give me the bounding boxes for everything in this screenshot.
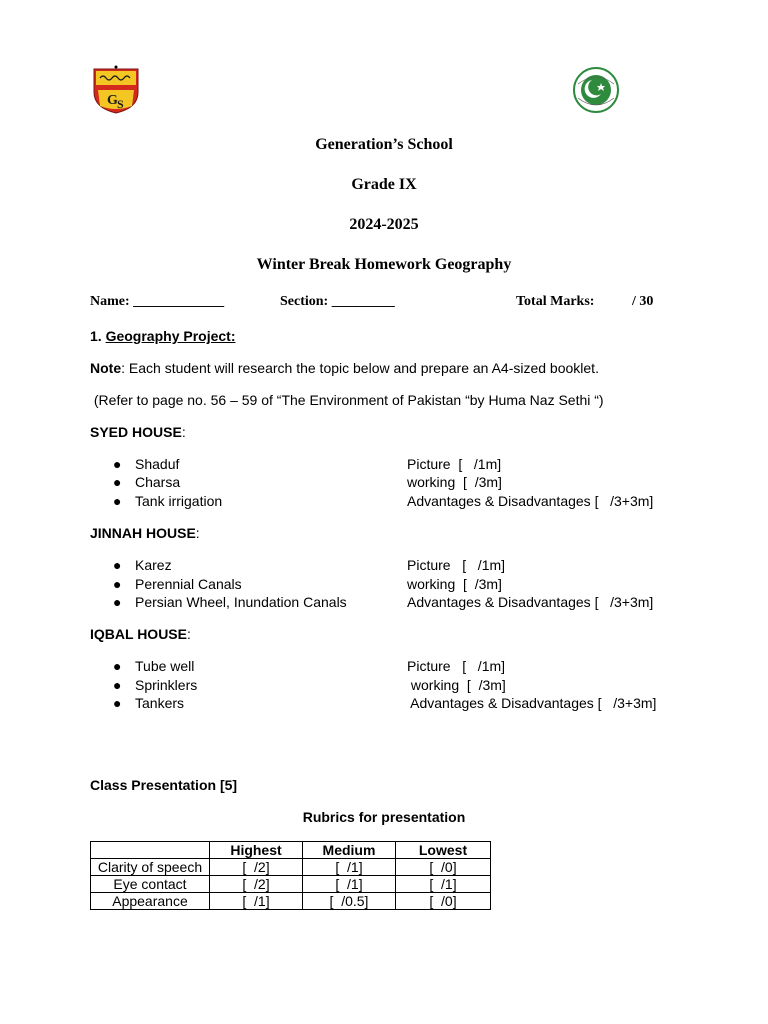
note-line: [90, 360, 599, 376]
bullet-icon: ●: [113, 557, 122, 573]
table-row: [91, 893, 491, 910]
house-name: SYED HOUSE: [90, 424, 182, 440]
column-header: Medium: [303, 842, 396, 859]
presentation-heading: Class Presentation [5]: [90, 777, 238, 793]
table-cell: Clarity of speech: [91, 859, 210, 876]
house-colon: :: [186, 626, 191, 642]
table-cell: Appearance: [91, 893, 210, 910]
house-heading-syed: [90, 424, 186, 440]
project-heading: [90, 328, 236, 344]
task-label: Picture [ /1m]: [407, 456, 502, 472]
house-name: JINNAH HOUSE: [90, 525, 196, 541]
table-cell: [ /1]: [210, 893, 303, 910]
project-heading-text: Geography Project:: [105, 328, 236, 344]
name-field: Name: _____________: [90, 294, 225, 309]
table-cell: [ /1]: [303, 876, 396, 893]
task-label: Advantages & Disadvantages [ /3+3m]: [407, 493, 654, 509]
task-label: Advantages & Disadvantages [ /3+3m]: [407, 594, 654, 610]
topic-label: Perennial Canals: [135, 576, 242, 592]
school-crest-logo: [92, 64, 140, 114]
topic-label: Shaduf: [135, 456, 180, 472]
topic-label: Charsa: [135, 474, 181, 490]
total-marks-label: Total Marks:: [516, 294, 595, 309]
school-seal-logo: [572, 66, 620, 114]
table-cell: [ /2]: [210, 859, 303, 876]
bullet-icon: ●: [113, 594, 122, 610]
table-row: [91, 876, 491, 893]
table-header-row: [91, 842, 491, 859]
table-cell: Eye contact: [91, 876, 210, 893]
section-field: Section: _________: [280, 294, 395, 309]
reference-line: (Refer to page no. 56 – 59 of “The Environment of Pakistan “by Huma Naz Sethi “): [90, 392, 604, 408]
table-cell: [ /0.5]: [303, 893, 396, 910]
academic-year: 2024-2025: [349, 216, 419, 233]
note-text: : Each student will research the topic below and prepare an A4-sized booklet.: [121, 360, 599, 376]
svg-text:S: S: [117, 97, 124, 111]
task-label: Picture [ /1m]: [407, 658, 506, 674]
rubric-table: [90, 841, 491, 910]
svg-text:G: G: [107, 93, 118, 108]
bullet-icon: ●: [113, 456, 122, 472]
note-label: Note: [90, 360, 122, 376]
task-label: working [ /3m]: [407, 677, 506, 693]
column-header: [91, 842, 210, 859]
topic-label: Tube well: [135, 658, 195, 674]
task-label: working [ /3m]: [407, 474, 502, 490]
bullet-icon: ●: [113, 695, 122, 711]
topic-label: Tank irrigation: [135, 493, 223, 509]
bullet-icon: ●: [113, 677, 122, 693]
column-header: Highest: [210, 842, 303, 859]
table-cell: [ /1]: [396, 876, 491, 893]
project-number: 1.: [90, 328, 106, 344]
school-name: Generation’s School: [315, 136, 453, 153]
grade-title: Grade IX: [351, 176, 417, 193]
topic-label: Persian Wheel, Inundation Canals: [135, 594, 347, 610]
bullet-icon: ●: [113, 658, 122, 674]
house-name: IQBAL HOUSE: [90, 626, 187, 642]
house-heading-jinnah: [90, 525, 200, 541]
task-label: working [ /3m]: [407, 576, 502, 592]
table-cell: [ /0]: [396, 859, 491, 876]
house-heading-iqbal: [90, 626, 191, 642]
house-colon: :: [195, 525, 200, 541]
bullet-icon: ●: [113, 474, 122, 490]
table-cell: [ /1]: [303, 859, 396, 876]
table-cell: [ /0]: [396, 893, 491, 910]
bullet-icon: ●: [113, 576, 122, 592]
table-cell: [ /2]: [210, 876, 303, 893]
total-marks-value: / 30: [632, 294, 654, 309]
topic-label: Sprinklers: [135, 677, 198, 693]
bullet-icon: ●: [113, 493, 122, 509]
table-row: [91, 859, 491, 876]
topic-label: Tankers: [135, 695, 185, 711]
task-label: Picture [ /1m]: [407, 557, 506, 573]
rubric-title: Rubrics for presentation: [302, 809, 466, 825]
house-colon: :: [181, 424, 186, 440]
topic-label: Karez: [135, 557, 172, 573]
task-label: Advantages & Disadvantages [ /3+3m]: [407, 695, 657, 711]
column-header: Lowest: [396, 842, 491, 859]
homework-title: Winter Break Homework Geography: [256, 256, 512, 273]
